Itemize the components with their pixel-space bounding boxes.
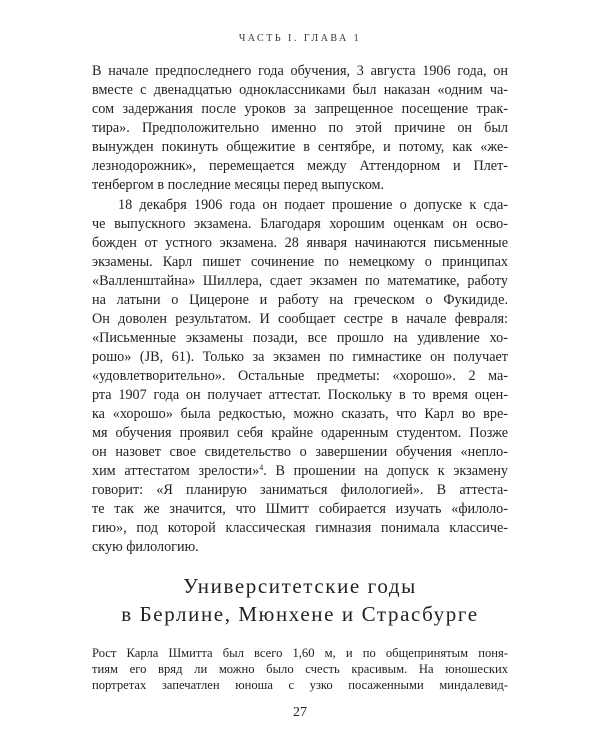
text-line: гию», под которой классическая гимназия понимала классиче- bbox=[92, 520, 508, 536]
text-line: тенбергом в последние месяцы перед выпуском. bbox=[92, 177, 385, 193]
text-line: 18 декабря 1906 года он подает прошение о допуске к сда- bbox=[118, 197, 508, 213]
text-line: тира». Предположительно именно по этой причине он был bbox=[92, 120, 508, 136]
text-line: говорит: «Я планирую заниматься филологией». В аттеста- bbox=[92, 482, 508, 498]
text-line: «удовлетворительно». Остальные предметы: «хорошо». 2 ма- bbox=[92, 368, 508, 384]
running-head: ЧАСТЬ I. ГЛАВА 1 bbox=[238, 33, 362, 44]
text-line: на латыни о Цицероне и работу на греческом о Фукидиде. bbox=[92, 292, 508, 308]
text-line: вынужден покинуть общежитие в сентябре, и потому, как «же- bbox=[92, 139, 508, 155]
text-line: божден от устного экзамена. 28 января начинаются письменные bbox=[92, 235, 508, 251]
text-line: экзамены. Карл пишет сочинение по немецкому о принципах bbox=[92, 254, 508, 270]
text-line: тиям его вряд ли можно было счесть красивым. На юношеских bbox=[92, 662, 508, 676]
text-segment: . В прошении на допуск к экзамену bbox=[263, 463, 508, 479]
text-line: Он доволен результатом. И сообщает сестре в начале февраля: bbox=[92, 311, 508, 327]
text-line: рошо» (JB, 61). Только за экзамен по гимнастике он получает bbox=[92, 349, 508, 365]
section-heading-line: в Берлине, Мюнхене и Страсбурге bbox=[121, 602, 479, 626]
text-line: те так же значится, что Шмитт собирается изучать «филоло- bbox=[92, 501, 508, 517]
text-line-with-footnote bbox=[92, 462, 508, 481]
text-segment: хим аттестатом зрелости» bbox=[92, 463, 260, 479]
text-line: лезнодорожник», перемещается между Аттендорном и Плет- bbox=[92, 158, 508, 174]
text-line: вместе с двенадцатью одноклассниками был наказан «одним ча- bbox=[92, 82, 508, 98]
page-number: 27 bbox=[293, 705, 307, 720]
text-line: портретах запечатлен юноша с узко посаженными миндалевид- bbox=[92, 678, 508, 692]
text-line: рта 1907 года он получает аттестат. Поскольку в то время оцен- bbox=[92, 387, 508, 403]
text-line: «Валленштайна» Шиллера, сдает экзамен по математике, работу bbox=[92, 273, 508, 289]
text-line: «Письменные экзамены позади, все прошло на удивление хо- bbox=[92, 330, 508, 346]
text-line: ка «хорошо» была редкостью, можно сказать, что Карл во вре- bbox=[92, 406, 508, 422]
text-line: сом задержания после уроков за запрещенное посещение трак- bbox=[92, 101, 508, 117]
footnote-marker: 4 bbox=[259, 463, 264, 472]
text-line: скую филологию. bbox=[92, 539, 199, 555]
text-line: мя обучения проявил себя крайне одаренным студентом. Позже bbox=[92, 425, 508, 441]
text-line: че выпускного экзамена. Благодаря хорошим оценкам он осво- bbox=[92, 216, 508, 232]
text-line: В начале предпоследнего года обучения, 3 августа 1906 года, он bbox=[92, 63, 508, 79]
section-heading-line: Университетские годы bbox=[183, 574, 417, 598]
text-line: он назовет свое свидетельство о завершении обучения «непло- bbox=[92, 444, 508, 460]
text-line: Рост Карла Шмитта был всего 1,60 м, и по общепринятым поня- bbox=[92, 646, 508, 660]
